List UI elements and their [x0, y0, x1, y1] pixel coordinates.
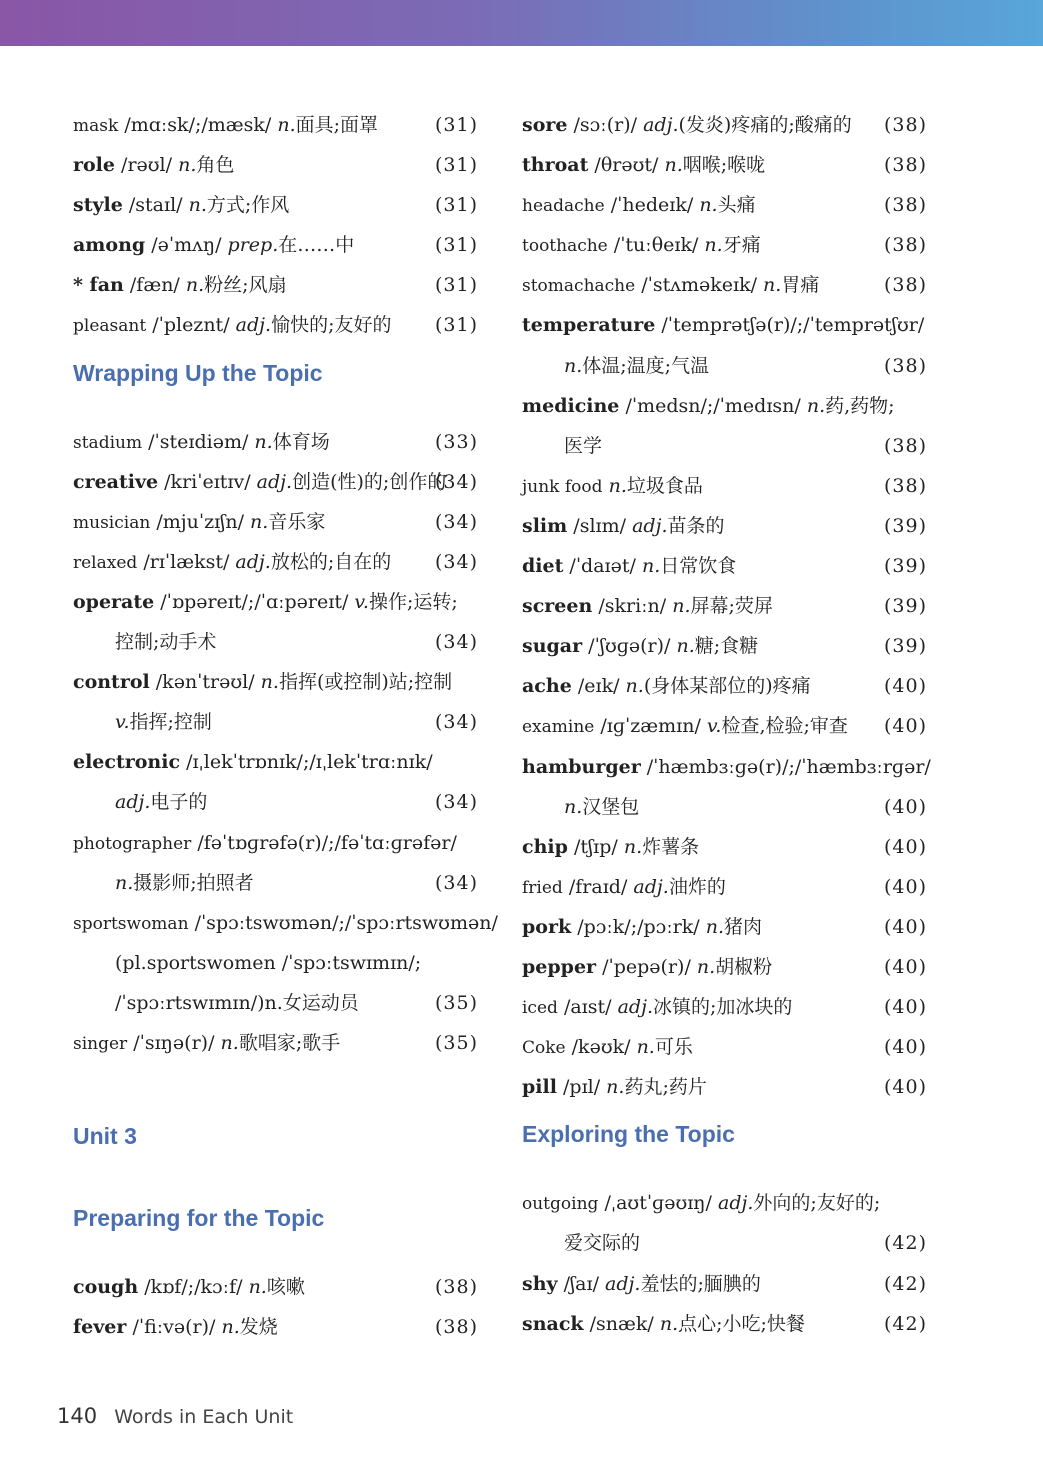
entry-continuation [73, 702, 478, 742]
entry-part-of-speech: n. [676, 635, 695, 658]
entry-part-of-speech: prep. [227, 234, 279, 257]
word-entry [73, 903, 498, 943]
entry-page-ref: (40) [883, 915, 927, 938]
top-color-bar [0, 0, 1043, 46]
word-entry [522, 506, 927, 546]
word-entry [522, 1304, 927, 1344]
entry-definition: 放松的;自在的 [270, 550, 392, 573]
entry-phonetic: /ˈtemprətʃə(r)/;/ˈtemprətʃʊr/ [661, 314, 925, 337]
word-entry [522, 1264, 927, 1304]
entry-word: snack [522, 1312, 584, 1335]
entry-page-ref: (42) [883, 1312, 927, 1335]
entry-page-ref: (40) [883, 955, 927, 978]
entry-word: screen [522, 595, 593, 618]
word-entry [522, 706, 927, 746]
entry-page-ref: (34) [434, 550, 478, 573]
entry-part-of-speech: adj. [633, 875, 669, 898]
entry-page-ref: (35) [434, 991, 478, 1014]
word-entry [522, 145, 927, 185]
word-entry [73, 1267, 478, 1307]
word-entry [522, 466, 927, 506]
entry-page-ref: (34) [434, 631, 478, 654]
word-entry [73, 1307, 478, 1347]
entry-definition: 汉堡包 [582, 795, 640, 818]
entry-word: toothache [522, 236, 608, 257]
entry-definition: 屏幕;荧屏 [690, 595, 773, 618]
entry-phonetic: /ˈʃʊɡə(r)/ [588, 635, 671, 658]
entry-part-of-speech: n. [608, 474, 627, 497]
word-entry [522, 586, 927, 626]
entry-part-of-speech: n. [641, 555, 661, 578]
entry-part-of-speech: adj. [643, 114, 679, 136]
unit-title: Unit 3 [73, 1123, 137, 1150]
word-entry [522, 947, 927, 987]
entry-phonetic: /pɔːk/;/pɔːrk/ [577, 915, 700, 938]
entry-phonetic: /ˈmedsn/;/ˈmedɪsn/ [625, 394, 801, 417]
entry-part-of-speech: adj. [235, 550, 271, 573]
entry-phonetic: /eɪk/ [577, 675, 620, 698]
entry-word: slim [522, 514, 568, 537]
entry-word: photographer [73, 833, 192, 854]
word-entry [522, 626, 927, 666]
entry-part-of-speech: adj. [256, 470, 293, 493]
entry-part-of-speech: n. [806, 394, 826, 417]
entry-page-ref: (38) [883, 354, 927, 377]
word-entry [522, 1183, 927, 1223]
entry-definition: 愉快的;友好的 [271, 314, 392, 337]
entry-page-ref: (39) [883, 635, 927, 658]
entry-word: pork [522, 915, 572, 938]
entry-phonetic: /pɪl/ [563, 1076, 601, 1099]
entry-definition: 可乐 [654, 1036, 693, 1059]
entry-phonetic: /fæn/ [129, 274, 180, 297]
entry-part-of-speech: n. [248, 1276, 267, 1299]
entry-page-ref: (31) [434, 234, 478, 257]
entry-page-ref: (39) [883, 555, 927, 578]
entry-phonetic: /fəˈtɒɡrəfə(r)/;/fəˈtɑːɡrəfər/ [197, 831, 457, 854]
entry-page-ref: (34) [434, 791, 478, 814]
entry-word: fever [73, 1316, 127, 1339]
entry-part-of-speech: adj. [605, 1272, 641, 1295]
entry-phonetic: /ɪɡˈzæmɪn/ [600, 715, 701, 738]
entry-part-of-speech: n. [664, 154, 683, 177]
entry-part-of-speech: n. [625, 675, 644, 698]
page-footer [57, 1404, 293, 1428]
entry-definition: 角色 [196, 154, 235, 177]
entry-definition: 胡椒粉 [715, 955, 773, 978]
entry-continuation [73, 983, 478, 1023]
entry-word: singer [73, 1033, 128, 1054]
entry-page-ref: (31) [434, 114, 478, 136]
entry-phonetic: /ˈdaɪət/ [569, 555, 636, 578]
entry-definition: 医学 [564, 434, 603, 457]
entry-definition: 体育场 [272, 430, 330, 453]
word-entry [73, 305, 478, 345]
entry-definition: 日常饮食 [660, 555, 737, 578]
entry-part-of-speech: adj. [617, 996, 654, 1019]
entry-definition: 药丸;药片 [624, 1076, 707, 1099]
entry-part-of-speech: n. [277, 114, 296, 136]
entry-phonetic: /kənˈtrəʊl/ [155, 671, 255, 694]
entry-part-of-speech: n. [260, 671, 279, 694]
entry-phonetic: /ˈsɪŋə(r)/ [133, 1031, 215, 1054]
left-column [73, 105, 498, 1347]
entry-part-of-speech: v. [354, 590, 369, 613]
entry-continuation [522, 1223, 927, 1263]
word-entry [73, 582, 478, 622]
entry-page-ref: (40) [883, 675, 927, 698]
section-heading-block [73, 346, 478, 422]
entry-phonetic: /fraɪd/ [568, 875, 628, 898]
entry-page-ref: (38) [883, 154, 927, 177]
word-entry [522, 265, 927, 305]
entry-word: pleasant [73, 316, 147, 337]
entry-definition: /ˈspɔːrtswɪmɪn/)n.女运动员 [115, 991, 359, 1014]
entry-page-ref: (38) [883, 114, 927, 136]
entry-part-of-speech: n. [115, 871, 134, 894]
entry-phonetic: /aɪst/ [563, 996, 612, 1019]
entry-part-of-speech: n. [178, 154, 197, 177]
entry-definition: 歌唱家;歌手 [238, 1031, 341, 1054]
entry-continuation [73, 863, 478, 903]
entry-page-ref: (34) [434, 470, 478, 493]
section-title: Exploring the Topic [522, 1121, 735, 1148]
entry-definition: (pl.sportswomen /ˈspɔːtswɪmɪn/; [115, 951, 422, 974]
entry-part-of-speech: n. [254, 430, 273, 453]
entry-word: shy [522, 1272, 558, 1295]
entry-definition: 发烧 [239, 1316, 278, 1339]
entry-word: stomachache [522, 276, 636, 297]
entry-word: relaxed [73, 552, 138, 573]
entry-page-ref: (34) [434, 510, 478, 533]
entry-phonetic: /ˈɒpəreɪt/;/ˈɑːpəreɪt/ [160, 590, 349, 613]
word-entry [73, 225, 478, 265]
entry-definition: 咽喉;喉咙 [682, 154, 766, 177]
entry-phonetic: /ˈhedeɪk/ [610, 194, 694, 217]
entry-definition: 在……中 [278, 234, 355, 257]
word-entry [73, 265, 478, 305]
entry-definition: 胃痛 [781, 274, 820, 297]
entry-phonetic: /ˈspɔːtswʊmən/;/ˈspɔːrtswʊmən/ [194, 911, 498, 934]
entry-word: operate [73, 590, 155, 613]
entry-word: creative [73, 470, 159, 493]
entry-part-of-speech: adj. [718, 1192, 754, 1215]
entry-part-of-speech: n. [696, 955, 716, 978]
entry-phonetic: /ʃaɪ/ [563, 1272, 599, 1295]
entry-phonetic: /ˈstʌməkeɪk/ [641, 274, 757, 297]
entry-word: musician [73, 512, 151, 533]
entry-definition: 牙痛 [722, 234, 761, 257]
word-entry [522, 546, 927, 586]
word-entry [73, 742, 478, 782]
section-title: Preparing for the Topic [73, 1205, 325, 1232]
entry-page-ref: (40) [883, 835, 927, 858]
section-heading-block [522, 1107, 927, 1183]
entry-part-of-speech: adj. [115, 791, 151, 814]
entry-part-of-speech: n. [672, 595, 691, 618]
entry-word: ache [522, 675, 572, 698]
entry-definition: 外向的;友好的; [753, 1192, 881, 1215]
entry-page-ref: (34) [434, 711, 478, 734]
entry-word: mask [73, 116, 119, 136]
word-entry [522, 907, 927, 947]
entry-part-of-speech: n. [659, 1312, 679, 1335]
entry-page-ref: (38) [434, 1276, 478, 1299]
entry-part-of-speech: n. [699, 194, 718, 217]
entry-definition: 摄影师;拍照者 [133, 871, 254, 894]
entry-word: outgoing [522, 1194, 599, 1215]
entry-word: role [73, 154, 115, 177]
entry-word: sugar [522, 635, 583, 658]
entry-part-of-speech: n. [220, 1031, 239, 1054]
entry-page-ref: (31) [434, 274, 478, 297]
entry-word: pepper [522, 955, 597, 978]
entry-definition: 猪肉 [724, 915, 763, 938]
page-footer-title: Words in Each Unit [114, 1406, 294, 1428]
word-entry [522, 1027, 927, 1067]
entry-word: control [73, 671, 150, 694]
entry-word: diet [522, 555, 564, 578]
word-entry [73, 185, 478, 225]
entry-page-ref: (38) [883, 474, 927, 497]
entry-definition: 体温;温度;气温 [582, 354, 710, 377]
entry-part-of-speech: n. [564, 795, 583, 818]
word-entry [522, 666, 927, 706]
entry-phonetic: /kriˈeɪtɪv/ [164, 470, 251, 493]
entry-page-ref: (40) [883, 795, 927, 818]
entry-phonetic: /ˈpepə(r)/ [602, 955, 691, 978]
entry-word: electronic [73, 751, 181, 774]
entry-phonetic: /ˈfiːvə(r)/ [132, 1316, 216, 1339]
word-entry [73, 662, 478, 702]
entry-definition: (身体某部位的)疼痛 [643, 675, 811, 698]
entry-part-of-speech: n. [564, 354, 583, 377]
entry-word: style [73, 194, 123, 217]
word-entry [522, 305, 927, 345]
entry-part-of-speech: adj. [235, 314, 272, 337]
entry-page-ref: (40) [883, 875, 927, 898]
word-entry [522, 827, 927, 867]
entry-part-of-speech: n. [623, 835, 643, 858]
entry-definition: 创造(性)的;创作的 [292, 470, 447, 493]
entry-continuation [73, 943, 478, 983]
word-entry [522, 386, 927, 426]
entry-phonetic: /ˈtuːθeɪk/ [613, 234, 699, 257]
entry-word: headache [522, 196, 605, 217]
entry-definition: 油炸的 [668, 875, 726, 898]
entry-phonetic: /slɪm/ [573, 514, 627, 537]
entry-phonetic: /rɪˈlækst/ [143, 550, 230, 573]
word-entry [73, 542, 478, 582]
word-entry [73, 145, 478, 185]
right-column [522, 105, 931, 1344]
entry-page-ref: (31) [434, 154, 478, 177]
entry-phonetic: /ɪˌlekˈtrɒnɪk/;/ɪˌlekˈtrɑːnɪk/ [186, 751, 433, 774]
entry-phonetic: /tʃɪp/ [573, 835, 618, 858]
entry-page-ref: (34) [434, 871, 478, 894]
entry-phonetic: /ˌaʊtˈɡəʊɪŋ/ [604, 1192, 712, 1215]
entry-definition: 头痛 [717, 194, 756, 217]
entry-part-of-speech: n. [188, 194, 207, 217]
entry-part-of-speech: v. [115, 711, 130, 734]
word-entry [522, 867, 927, 907]
entry-word: temperature [522, 314, 656, 337]
entry-word: hamburger [522, 755, 641, 778]
entry-phonetic: /mɑːsk/;/mæsk/ [124, 114, 272, 136]
entry-continuation [73, 622, 478, 662]
entry-page-ref: (38) [883, 194, 927, 217]
entry-phonetic: /mjuˈzɪʃn/ [156, 510, 244, 533]
entry-word: iced [522, 998, 558, 1019]
entry-definition: 糖;食糖 [694, 635, 759, 658]
entry-part-of-speech: n. [185, 274, 205, 297]
word-entry [522, 1067, 927, 1107]
entry-part-of-speech: n. [250, 510, 269, 533]
entry-word: among [73, 234, 146, 257]
entry-phonetic: /sɔː(r)/ [573, 114, 638, 136]
section-heading-block [73, 1191, 478, 1267]
entry-definition: 电子的 [150, 791, 208, 814]
entry-word: medicine [522, 394, 620, 417]
entry-part-of-speech: n. [636, 1036, 655, 1059]
entry-definition: 操作;运转; [368, 590, 458, 613]
entry-page-ref: (33) [434, 430, 478, 453]
entry-phonetic: /kɒf/;/kɔːf/ [144, 1276, 243, 1299]
entry-phonetic: /kəʊk/ [571, 1036, 631, 1059]
entry-page-ref: (31) [434, 314, 478, 337]
entry-phonetic: /staɪl/ [128, 194, 183, 217]
entry-page-ref: (35) [434, 1031, 478, 1054]
word-entry [522, 747, 931, 787]
entry-word: pill [522, 1076, 557, 1099]
entry-definition: 垃圾食品 [626, 474, 703, 497]
entry-word: fried [522, 877, 563, 898]
entry-page-ref: (42) [883, 1272, 927, 1295]
entry-phonetic: /skriːn/ [598, 595, 667, 618]
entry-phonetic: /ˈsteɪdiəm/ [148, 430, 249, 453]
word-entry [73, 422, 478, 462]
entry-part-of-speech: n. [705, 915, 725, 938]
entry-definition: 面具;面罩 [295, 114, 379, 136]
entry-page-ref: (40) [883, 996, 927, 1019]
entry-definition: 方式;作风 [206, 194, 290, 217]
entry-page-ref: (38) [883, 274, 927, 297]
entry-continuation [522, 346, 927, 386]
word-entry [522, 987, 927, 1027]
entry-part-of-speech: n. [763, 274, 782, 297]
entry-page-ref: (42) [883, 1232, 927, 1255]
entry-page-ref: (39) [883, 595, 927, 618]
word-entry [73, 462, 478, 502]
entry-page-ref: (40) [883, 1076, 927, 1099]
word-entry [522, 225, 927, 265]
entry-definition: 粉丝;风扇 [204, 274, 287, 297]
entry-continuation [73, 782, 478, 822]
entry-part-of-speech: v. [706, 715, 722, 738]
entry-page-ref: (40) [883, 715, 927, 738]
entry-definition: 羞怯的;腼腆的 [640, 1272, 761, 1295]
word-entry [73, 823, 478, 863]
entry-word: stadium [73, 432, 143, 453]
entry-continuation [522, 426, 927, 466]
entry-phonetic: /snæk/ [589, 1312, 654, 1335]
page-number: 140 [57, 1404, 98, 1428]
unit-heading-block [73, 1063, 478, 1191]
entry-phonetic: /əˈmʌŋ/ [151, 234, 222, 257]
entry-part-of-speech: adj. [632, 514, 668, 537]
entry-definition: 指挥(或控制)站;控制 [278, 671, 453, 694]
entry-word: throat [522, 154, 589, 177]
entry-phonetic: /ˈhæmbɜːɡə(r)/;/ˈhæmbɜːrɡər/ [646, 755, 931, 778]
entry-page-ref: (38) [434, 1316, 478, 1339]
entry-page-ref: (38) [883, 234, 927, 257]
entry-continuation [522, 787, 927, 827]
entry-definition: 控制;动手术 [115, 631, 217, 654]
entry-page-ref: (39) [883, 514, 927, 537]
entry-definition: 点心;小吃;快餐 [678, 1312, 805, 1335]
entry-page-ref: (38) [883, 434, 927, 457]
entry-definition: 咳嗽 [266, 1276, 305, 1299]
entry-definition: 苗条的 [667, 514, 725, 537]
entry-definition: 药,药物; [825, 394, 895, 417]
word-entry [73, 502, 478, 542]
entry-definition: 爱交际的 [564, 1232, 641, 1255]
entry-part-of-speech: n. [221, 1316, 240, 1339]
word-entry [522, 105, 927, 145]
entry-definition: 炸薯条 [642, 835, 700, 858]
entry-phonetic: /θrəʊt/ [594, 154, 659, 177]
word-entry [522, 185, 927, 225]
section-title: Wrapping Up the Topic [73, 359, 323, 386]
entry-part-of-speech: n. [704, 234, 723, 257]
entry-page-ref: (40) [883, 1036, 927, 1059]
entry-part-of-speech: n. [606, 1076, 625, 1099]
entry-word: junk food [522, 476, 603, 497]
word-entry [73, 105, 478, 145]
word-entry [73, 1023, 478, 1063]
entry-word: sportswoman [73, 913, 189, 934]
entry-definition: 检查,检验;审查 [721, 715, 848, 738]
entry-word: chip [522, 835, 568, 858]
entry-phonetic: /rəʊl/ [121, 154, 173, 177]
entry-definition: 指挥;控制 [129, 711, 212, 734]
entry-definition: 音乐家 [268, 510, 326, 533]
entry-word: * fan [73, 274, 124, 297]
entry-word: Coke [522, 1038, 566, 1059]
entry-word: cough [73, 1276, 139, 1299]
entry-word: sore [522, 114, 568, 136]
entry-word: examine [522, 717, 595, 738]
entry-phonetic: /ˈpleznt/ [152, 314, 230, 337]
entry-definition: 冰镇的;加冰块的 [653, 996, 793, 1019]
entry-page-ref: (31) [434, 194, 478, 217]
entry-definition: (发炎)疼痛的;酸痛的 [678, 114, 852, 136]
